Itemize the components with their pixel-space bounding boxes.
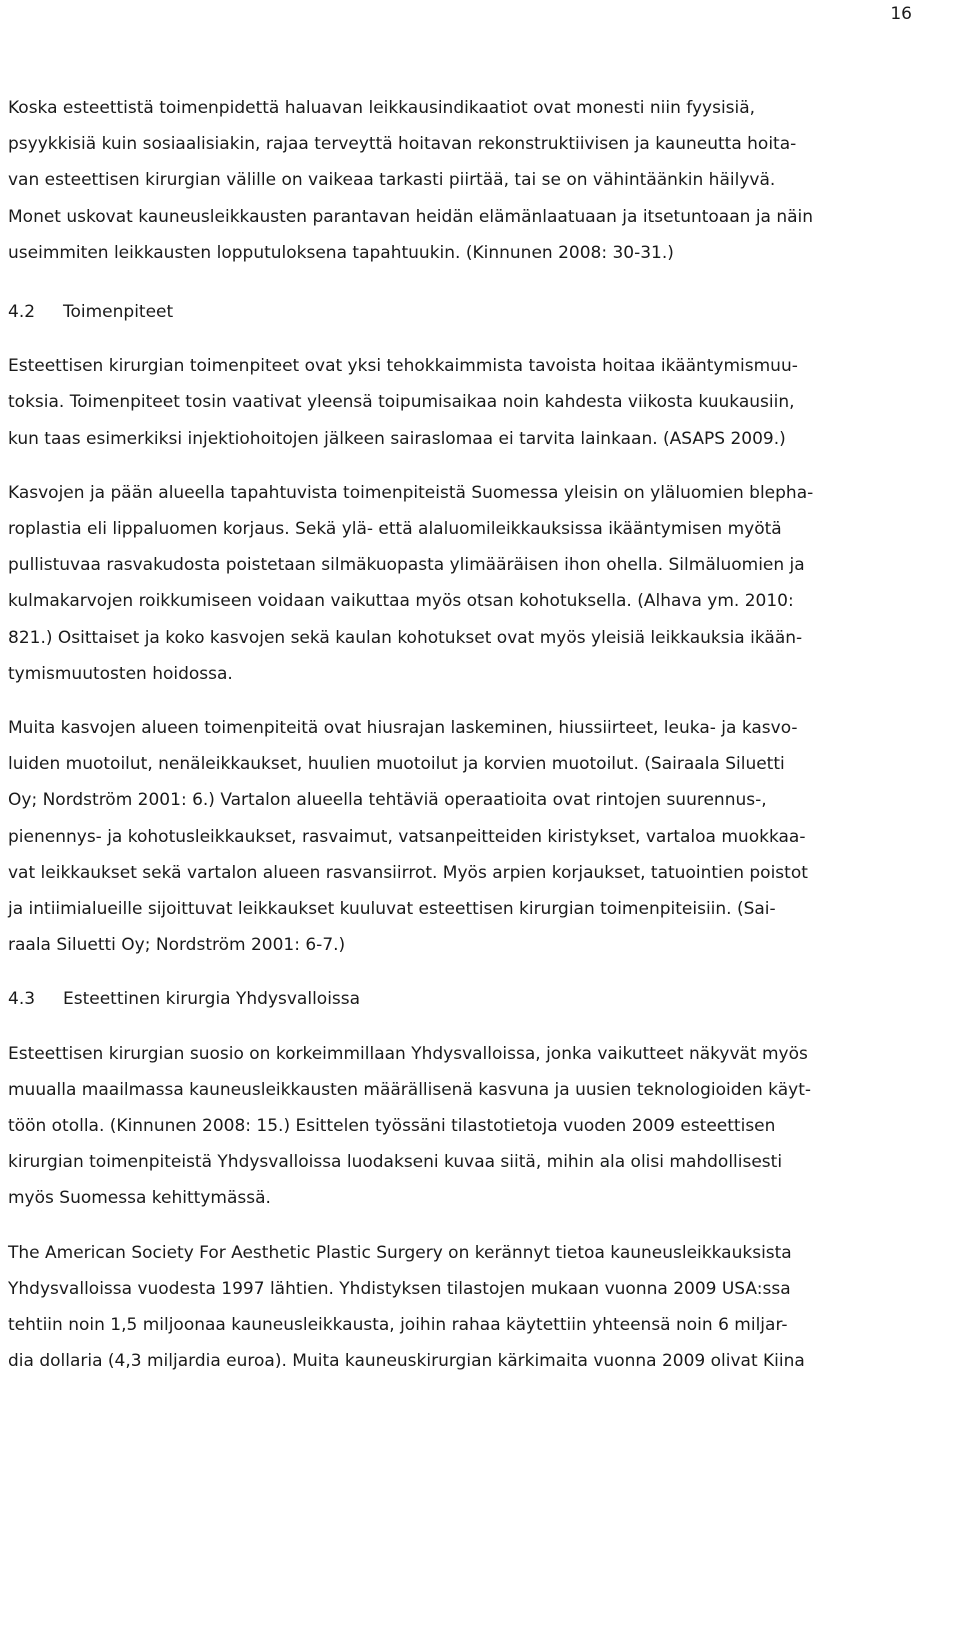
paragraph-other-procedures: Muita kasvojen alueen toimenpiteitä ovat hiusrajan laskeminen, hiussiirteet, leuka- ja kasvo- luiden muotoilut, nenäleikkaukset, huulien muotoilut ja korvien muotoilut. (Sairaala Siluetti Oy; Nordström 2001: 6.) Vartalon alueella tehtäviä operaatioita ovat rintojen suurennus-, pienennys- ja kohotusleikkaukset, rasvaimut, vatsanpeitteiden kiristykset, vartaloa muokkaa- vat leikkaukset sekä vartalon alueen rasvansiirrot. Myös arpien korjaukset, tatuointien poistot ja intiimialueille sijoittuvat leikkaukset kuuluvat esteettisen kirurgian toimenpiteisiin. (Sai- raala Siluetti Oy; Nordström 2001: 6-7.) (8, 718, 808, 956)
section-title: Toimenpiteet (63, 302, 174, 323)
paragraph-usa-popularity: Esteettisen kirurgian suosio on korkeimmillaan Yhdysvalloissa, jonka vaikutteet näkyvät myös muualla maailmassa kauneusleikkausten määrällisenä kasvuna ja uusien teknologioiden käyt- töön otolla. (Kinnunen 2008: 15.) Esittelen työssäni tilastotietoja vuoden 2009 esteettisen kirurgian toimenpiteistä Yhdysvalloissa luodakseni kuvaa siitä, mihin ala olisi mahdollisesti myös Suomessa kehittymässä. (8, 1043, 812, 1209)
paragraph-procedures: Esteettisen kirurgian toimenpiteet ovat yksi tehokkaimmista tavoista hoitaa ikääntymismuu- toksia. Toimenpiteet tosin vaativat yleensä toipumisaikaa noin kahdesta viikosta kuukausiin, kun taas esimerkiksi injektiohoitojen jälkeen sairaslomaa ei tarvita lainkaan. (ASAPS 2009.) (8, 356, 798, 449)
document-body (8, 90, 918, 1380)
section-number: 4.3 (8, 989, 36, 1010)
section-heading-4-3 (8, 981, 918, 1017)
paragraph-asaps-stats: The American Society For Aesthetic Plastic Surgery on kerännyt tietoa kauneusleikkauksista Yhdysvalloissa vuodesta 1997 lähtien. Yhdistyksen tilastojen mukaan vuonna 2009 USA:ssa tehtiin noin 1,5 miljoonaa kauneusleikkausta, joihin rahaa käytettiin yhteensä noin 6 miljar- dia dollaria (4,3 miljardia euroa). Muita kauneuskirurgian kärkimaita vuonna 2009 olivat Kiina (8, 1242, 805, 1372)
section-heading-4-2 (8, 294, 918, 330)
page-number: 16 (890, 4, 912, 24)
section-title: Esteettinen kirurgia Yhdysvalloissa (63, 989, 361, 1010)
section-number: 4.2 (8, 302, 36, 323)
paragraph-intro: Koska esteettistä toimenpidettä haluavan leikkausindikaatiot ovat monesti niin fyysisiä, psyykkisiä kuin sosiaalisiakin, rajaa terveyttä hoitavan rekonstruktiivisen ja kauneutta hoita- van esteettisen kirurgian välille on vaikeaa tarkasti piirtää, tai se on vähintäänkin häilyvä. Monet uskovat kauneusleikkausten parantavan heidän elämänlaatuaan ja itsetuntoaan ja näin useimmiten leikkausten lopputuloksena tapahtuukin. (Kinnunen 2008: 30-31.) (8, 98, 814, 263)
paragraph-face-head: Kasvojen ja pään alueella tapahtuvista toimenpiteistä Suomessa yleisin on yläluomien blepha- roplastia eli lippaluomen korjaus. Sekä ylä- että alaluomileikkauksissa ikääntymisen myötä pullistuvaa rasvakudosta poistetaan silmäkuopasta ylimääräisen ihon ohella. Silmäluomien ja kulmakarvojen roikkumiseen voidaan vaikuttaa myös otsan kohotuksella. (Alhava ym. 2010: 821.) Osittaiset ja koko kasvojen sekä kaulan kohotukset ovat myös yleisiä leikkauksia ikään- tymismuutosten hoidossa. (8, 482, 814, 684)
